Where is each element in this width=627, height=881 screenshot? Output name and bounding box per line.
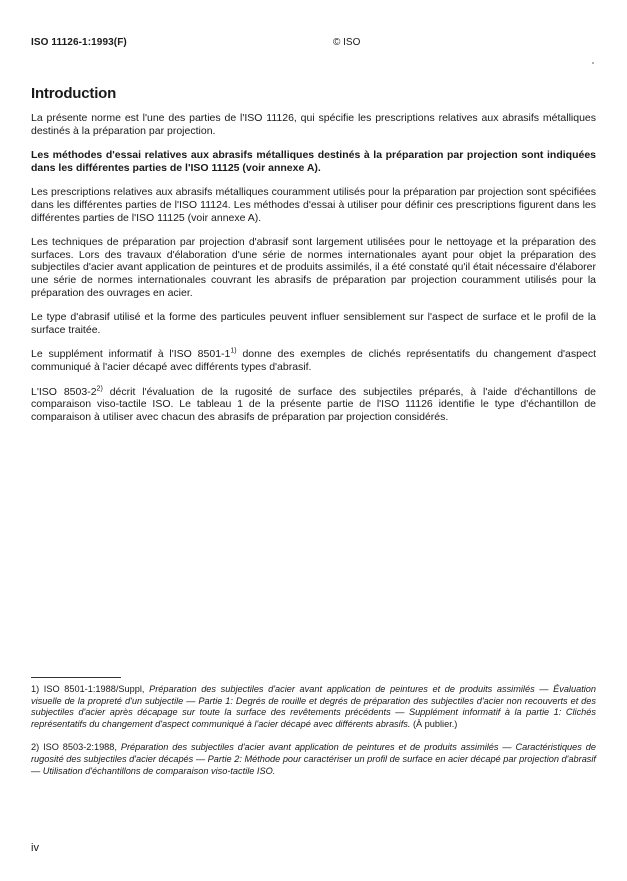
paragraph-supplement-text-cont: donne des exemples de clichés représentatifs du changement d'aspect communiqué à l'acier décapé avec différents types d'abrasif. bbox=[31, 348, 596, 373]
section-heading: Introduction bbox=[31, 85, 117, 102]
footnote-ref-2: 2) bbox=[96, 385, 103, 392]
document-identifier: ISO 11126-1:1993(F) bbox=[31, 37, 127, 48]
footnote-1 bbox=[31, 684, 596, 730]
paragraph-roughness bbox=[31, 386, 596, 424]
footnote-1-ref: 1) ISO 8501-1:1988/Suppl, bbox=[31, 684, 150, 694]
paragraph-test-methods: Les méthodes d'essai relatives aux abrasifs métalliques destinés à la préparation par projection sont indiquées dans les différentes parties de l'ISO 11125 (voir annexe A). bbox=[31, 149, 596, 174]
paragraph-requirements: Les prescriptions relatives aux abrasifs métalliques couramment utilisés pour la préparation par projection sont spécifiées dans les différentes parties de l'ISO 11124. Les méthodes d'essai à utiliser pour définir ces prescriptions figurent dans les différentes parties de l'ISO 11125 (voir annexe A). bbox=[31, 186, 596, 224]
paragraph-roughness-text: L'ISO 8503-2 bbox=[31, 385, 97, 398]
footnote-2 bbox=[31, 742, 596, 777]
footnote-2-title: Préparation des subjectiles d'acier avant application de peintures et de produits assimilés — Caractéristiques de rugosité des subjectiles d'acier décapés — Partie 2: Méthode pour caractériser un profil de surface en acier décapé par projection d'abrasif — Utilisation d'échantillons de comparaison viso-tactile ISO. bbox=[31, 742, 596, 776]
scan-speck bbox=[592, 62, 594, 64]
footnote-2-ref: 2) ISO 8503-2:1988, bbox=[31, 742, 121, 753]
copyright-notice: © ISO bbox=[333, 37, 361, 48]
body-text bbox=[31, 112, 596, 435]
paragraph-supplement bbox=[31, 348, 596, 373]
footnote-divider bbox=[31, 677, 121, 678]
page-number: iv bbox=[31, 842, 39, 854]
paragraph-roughness-text-cont: décrit l'évaluation de la rugosité de surface des subjectiles préparés, à l'aide d'échantillons de comparaison viso-tactile ISO. Le tableau 1 de la présente partie de l'ISO 11126 identifie le type d'échantillon de comparaison à utiliser avec chacun des abrasifs de préparation par projection considérés. bbox=[31, 385, 596, 423]
footnotes bbox=[31, 684, 596, 789]
footnote-ref-1: 1) bbox=[230, 347, 237, 355]
paragraph-abrasive-type: Le type d'abrasif utilisé et la forme des particules peuvent influer sensiblement sur l'aspect de surface et le profil de la surface traitée. bbox=[31, 311, 596, 336]
paragraph-techniques: Les techniques de préparation par projection d'abrasif sont largement utilisées pour le nettoyage et la préparation des surfaces. Lors des travaux d'élaboration d'une série de normes internationales ayant pour objet la préparation des subjectiles d'acier avant application de peintures et de produits assimilés, il a été constaté qu'il était nécessaire d'élaborer une série de normes internationales couvrant les abrasifs de préparation par projection couramment utilisés pour la préparation des ouvrages en acier. bbox=[31, 236, 596, 299]
footnote-1-status: (À publier.) bbox=[410, 718, 458, 729]
footnote-1-title: Préparation des subjectiles d'acier avant application de peintures et de produits assimilés — Évaluation visuelle de la propreté d'un subjectile — Partie 1: Degrés de rouille et degrés de préparation des subjectiles d'acier non recouverts et des subjectiles d'acier après décapage sur toute la surface des revêtements précédents — Supplément informatif à la partie 1: Clichés représentatifs du changement d'aspect communiqué à l'acier décapé avec différents abrasifs. bbox=[31, 684, 597, 729]
paragraph-scope: La présente norme est l'une des parties de l'ISO 11126, qui spécifie les prescriptions relatives aux abrasifs métalliques destinés à la préparation par projection. bbox=[31, 112, 596, 137]
paragraph-supplement-text: Le supplément informatif à l'ISO 8501-1 bbox=[31, 348, 231, 361]
